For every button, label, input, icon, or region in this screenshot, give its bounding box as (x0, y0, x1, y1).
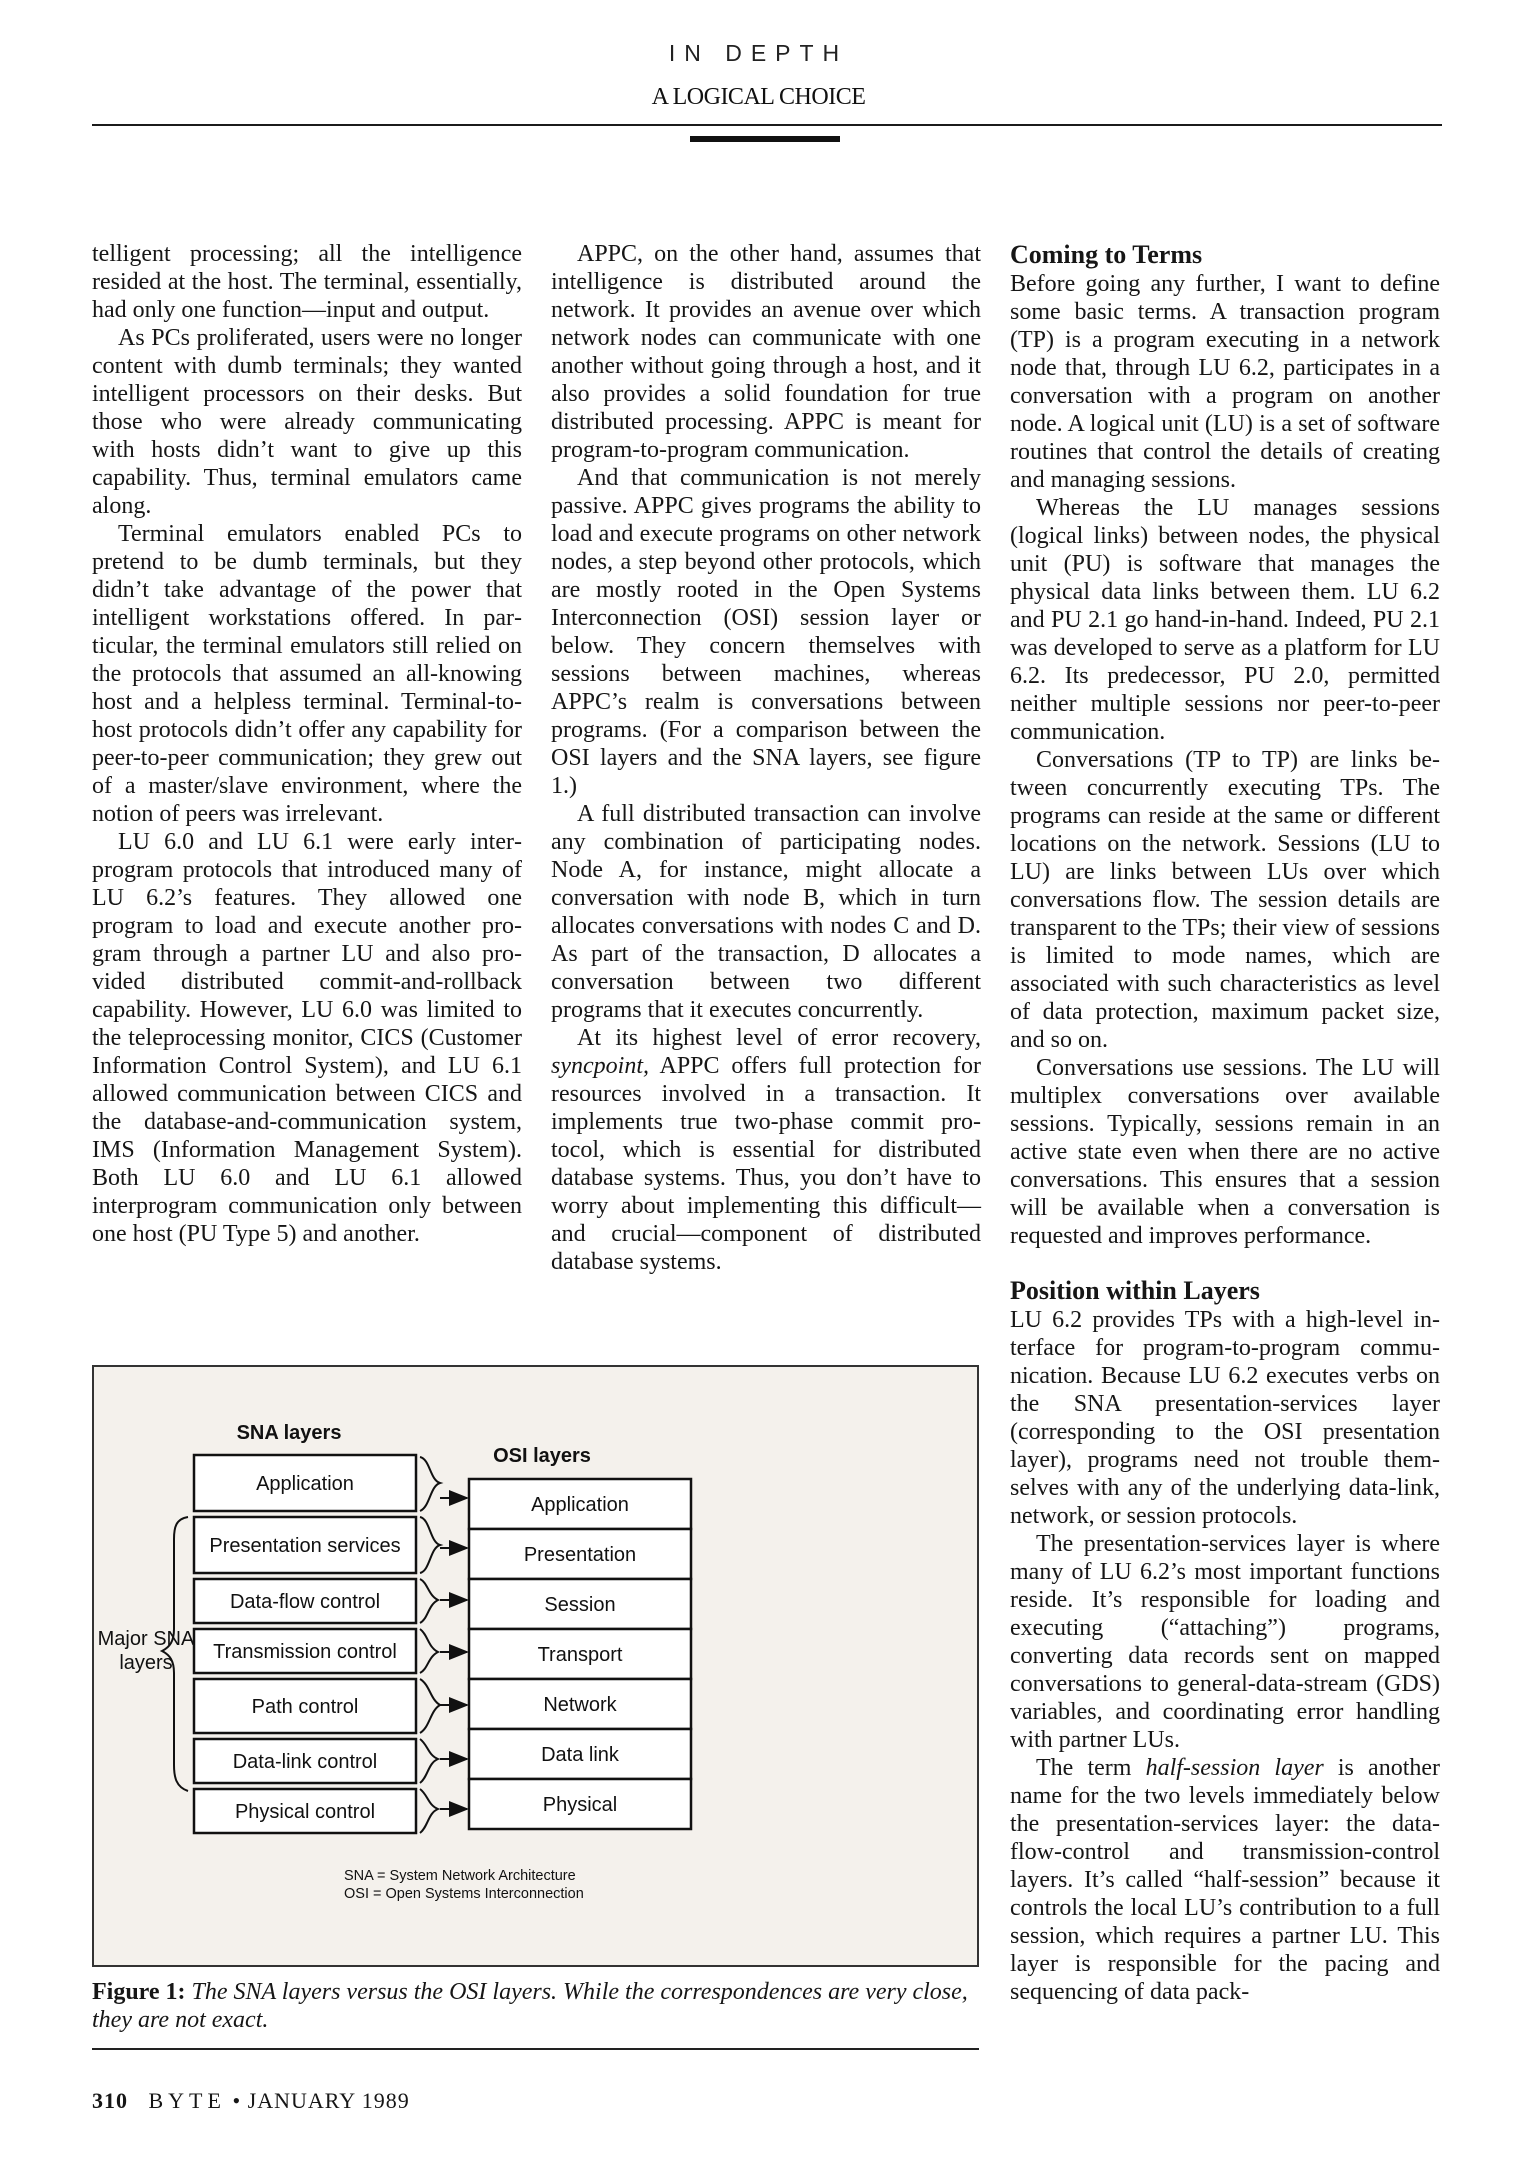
page-number: 310 (92, 2088, 128, 2113)
figure-caption (92, 1978, 979, 2034)
section-heading: Position within Layers (1010, 1276, 1260, 1305)
paragraph: Before going any further, I want to define some basic terms. A transaction program (TP) is a program executing in a network node that, through LU 6.2, participates in a conversation with a program on another node. A logical unit (LU) is a set of software routines that control the details of creating and managing sessions. (1010, 271, 1440, 493)
osi-layer-label: Transport (537, 1644, 623, 1666)
column-3 (1010, 240, 1440, 2006)
paragraph (551, 1024, 981, 1276)
figure-footnote-osi: OSI = Open Systems Interconnection (344, 1886, 584, 1902)
mapping-brace (420, 1789, 438, 1833)
caption-text: The SNA layers versus the OSI layers. While the correspondences are very close, they are not exact. (92, 1979, 968, 2033)
column-2 (551, 240, 981, 1276)
osi-layer-label: Physical (542, 1794, 618, 1816)
osi-layer-application (469, 1479, 691, 1529)
paragraph: And that communication is not merely passive. APPC gives programs the ability to load and execute programs on other network nodes, a step beyond other protocols, which are mostly rooted in the Open Systems Interconnection (OSI) session layer or below. They concern themselves with sessions between machines, whereas APPC’s realm is conversations between programs. (For a comparison between the OSI layers and the SNA layers, see figure 1.) (551, 465, 981, 799)
osi-layers-title: OSI layers (493, 1445, 591, 1467)
page-footer (92, 2088, 410, 2114)
mapping-brace (420, 1579, 438, 1623)
mapping-brace (420, 1629, 438, 1673)
osi-layer-label: Data link (541, 1744, 619, 1766)
osi-layer-label: Application (531, 1494, 629, 1516)
sna-layer-application (194, 1455, 416, 1511)
text-run: is another name for the two levels immediately below the presentation-services layer: the data-flow-control and transmission-control layers. It’s called “half-session” because it controls the local LU’s contribution to a full session, which requires a partner LU. This layer is responsible for the pacing and sequencing of data pack- (1010, 1755, 1441, 2005)
term-syncpoint: syncpoint, (551, 1053, 649, 1079)
sna-layer-path-control (194, 1679, 416, 1733)
paragraph: Conversations (TP to TP) are links between concurrently executing TPs. The programs can reside at the same or different locations on the network. Sessions (LU to LU) are links between LUs over which conversations flow. The session details are transparent to the TPs; their view of sessions is limited to mode names, which are associated with such characteristics as level of data protection, maximum packet size, and so on. (1010, 747, 1440, 1053)
caption-rule (92, 2048, 979, 2050)
paragraph: Whereas the LU manages sessions (logical links) between nodes, the physical unit (PU) is software that manages the physical data links between them. LU 6.2 and PU 2.1 go hand-in-hand. Indeed, PU 2.1 was developed to serve as a platform for LU 6.2. Its predecessor, PU 2.0, permitted neither multiple sessions nor peer-to-peer communication. (1010, 495, 1440, 745)
paragraph (1010, 1754, 1440, 2006)
column-1 (92, 240, 522, 1248)
mapping-brace (420, 1739, 438, 1783)
osi-layer-transport (469, 1629, 691, 1679)
section-heading: Coming to Terms (1010, 240, 1203, 269)
sna-layer-label: Physical control (234, 1801, 376, 1823)
paragraph: A full distributed transaction can involve any combination of participating nodes. Node A, for instance, might allocate a conversation with node B, which in turn allocates conversations with nodes C and D. As part of the transaction, D allocates a conversation between two different programs that it executes concurrently. (551, 801, 981, 1023)
section-label: IN DEPTH (668, 40, 849, 66)
term-half-session: half-session layer (1145, 1755, 1324, 1781)
sna-layer-presentation-services (194, 1517, 416, 1573)
osi-layer-physical (469, 1779, 691, 1829)
figure-1 (92, 1365, 979, 1967)
layers-diagram (94, 1367, 981, 1969)
osi-layer-label: Session (544, 1594, 616, 1616)
osi-layer-session (469, 1579, 691, 1629)
osi-layer-network (469, 1679, 691, 1729)
sna-layer-label: Data-flow control (229, 1591, 381, 1613)
paragraph: Conversations use sessions. The LU will multiplex conversations over available sessions. Typically, sessions remain in an active state even when there are no active conversations. This ensures that a session will be available when a conversation is requested and improves performance. (1010, 1055, 1440, 1249)
caption-label: Figure 1: (92, 1979, 186, 2005)
issue-date: JANUARY 1989 (247, 2088, 410, 2113)
text-run: At its highest level of error recovery, (577, 1025, 981, 1051)
mapping-brace (420, 1517, 440, 1573)
header-rule (92, 124, 1442, 126)
paragraph: Terminal emulators enabled PCs to pretend to be dumb terminals, but they didn’t take advantage of the power that intelligent workstations offered. In particular, the terminal emulators still relied on the protocols that assumed an all-knowing host and a helpless terminal. Terminal-to-host protocols didn’t offer any capability for peer-to-peer communication; they grew out of a master/slave environment, where the notion of peers was irrelevant. (92, 521, 522, 827)
sna-layers-title: SNA layers (236, 1422, 342, 1444)
osi-layer-label: Presentation (523, 1544, 637, 1566)
osi-layer-presentation (469, 1529, 691, 1579)
sna-layer-label: Application (256, 1473, 354, 1495)
figure-footnote-sna: SNA = System Network Architecture (344, 1868, 576, 1884)
paragraph: LU 6.2 provides TPs with a high-level interface for program-to-program communication. Because LU 6.2 executes verbs on the SNA presentation-services layer (corresponding to the OSI presentation layer), programs need not trouble themselves with any of the underlying data-link, network, or session protocols. (1010, 1307, 1440, 1529)
paragraph: telligent processing; all the intelligence resided at the host. The terminal, essentially, had only one function—input and output. (92, 241, 522, 323)
major-sna-label-line-2: layers (119, 1652, 173, 1674)
page-header (0, 40, 1517, 140)
paragraph: APPC, on the other hand, assumes that intelligence is distributed around the network. It provides an avenue over which network nodes can communicate with one another without going through a host, and it also provides a solid foundation for true distributed processing. APPC is meant for program-to-program communication. (551, 241, 981, 463)
paragraph: LU 6.0 and LU 6.1 were early interprogram protocols that introduced many of LU 6.2’s features. They allowed one program to load and execute another program through a partner LU and also provided distributed commit-and-rollback capability. However, LU 6.0 was limited to the teleprocessing monitor, CICS (Customer Information Control System), and LU 6.1 allowed communication between CICS and the database-and-communication system, IMS (Information Management System). Both LU 6.0 and LU 6.1 allowed interprogram communication only between one host (PU Type 5) and another. (92, 829, 522, 1247)
osi-layer-label: Network (543, 1694, 617, 1716)
magazine-name: BYTE (148, 2088, 226, 2113)
osi-layer-data-link (469, 1729, 691, 1779)
sna-layer-label: Presentation services (209, 1535, 401, 1557)
paragraph: As PCs proliferated, users were no longer content with dumb terminals; they wanted intelligent processors on their desks. But those who were already communicating with hosts didn’t want to give up this capability. Thus, terminal emulators came along. (92, 325, 522, 519)
sna-layer-data-link-control (194, 1739, 416, 1783)
major-sna-label-line-1: Major SNA (97, 1628, 195, 1650)
article-title: A LOGICAL CHOICE (651, 84, 866, 110)
sna-layer-label: Transmission control (213, 1641, 397, 1663)
sna-layer-physical-control (194, 1789, 416, 1833)
paragraph: The presentation-services layer is where many of LU 6.2’s most important functions reside. It’s responsible for loading and executing (“attaching”) programs, converting data records sent on mapped conversations to general-data-stream (GDS) variables, and coordinating error handling with partner LUs. (1010, 1531, 1440, 1753)
mapping-brace (420, 1457, 440, 1511)
header-bar (690, 136, 840, 142)
text-run: The term (1036, 1755, 1146, 1781)
sna-layer-data-flow-control (194, 1579, 416, 1623)
sna-layer-label: Path control (251, 1696, 359, 1718)
sna-layer-label: Data-link control (232, 1751, 378, 1773)
text-run: APPC offers full protection for resources involved in a transaction. It implements true two-phase commit protocol, which is essential for distributed database systems. Thus, you don’t have to worry about implementing this difficult—and crucial—component of distributed database systems. (551, 1053, 981, 1275)
footer-separator: • (232, 2088, 242, 2113)
mapping-brace (420, 1679, 440, 1733)
sna-layer-transmission-control (194, 1629, 416, 1673)
